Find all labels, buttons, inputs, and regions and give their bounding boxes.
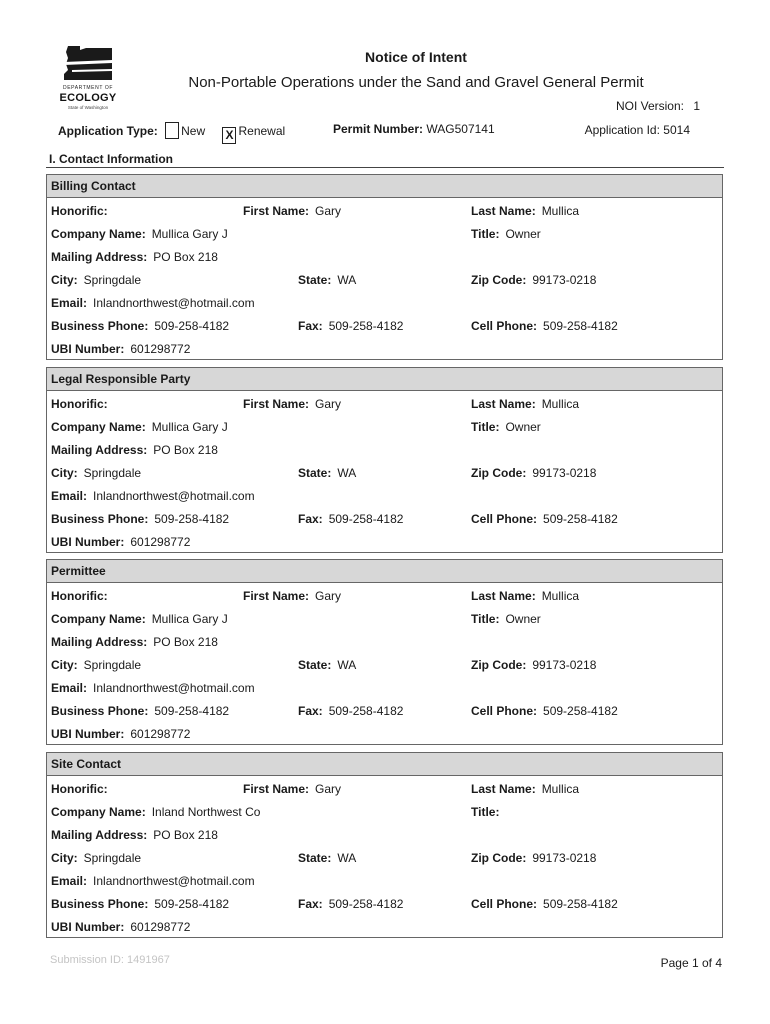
cell-phone-field: [471, 319, 618, 333]
honorific-label: Honorific:: [51, 204, 108, 218]
contact-row: [47, 583, 722, 606]
mailing-address-value: PO Box 218: [153, 250, 218, 264]
business-phone-field: [51, 319, 229, 333]
zip-code-value: 99173-0218: [532, 273, 597, 287]
business-phone-label: Business Phone:: [51, 512, 149, 526]
fax-label: Fax:: [298, 897, 323, 911]
document-title: Notice of Intent: [365, 49, 467, 65]
fax-field: [298, 319, 403, 333]
city-value: Springdale: [83, 273, 142, 287]
ubi-number-value: 601298772: [130, 727, 191, 741]
document-subtitle: Non-Portable Operations under the Sand and Gravel General Permit: [188, 74, 644, 91]
email-label: Email:: [51, 296, 88, 310]
honorific-field: [51, 204, 114, 218]
title-value: Owner: [505, 420, 541, 434]
logo-ecology-text: ECOLOGY: [59, 92, 117, 104]
honorific-label: Honorific:: [51, 589, 108, 603]
last-name-field: [471, 397, 579, 411]
ubi-number-label: UBI Number:: [51, 727, 125, 741]
fax-label: Fax:: [298, 512, 323, 526]
company-name-value: Mullica Gary J: [151, 612, 228, 626]
mailing-address-value: PO Box 218: [153, 828, 218, 842]
last-name-field: [471, 782, 579, 796]
city-value: Springdale: [83, 658, 142, 672]
last-name-field: [471, 589, 579, 603]
fax-value: 509-258-4182: [328, 897, 404, 911]
new-option-label: New: [181, 124, 206, 138]
title-label: Title:: [471, 227, 500, 241]
contact-row: [47, 776, 722, 799]
first-name-value: Gary: [315, 204, 342, 218]
company-name-field: [51, 227, 228, 241]
contact-row: [47, 606, 722, 629]
contact-row: [47, 822, 722, 845]
last-name-value: Mullica: [541, 589, 580, 603]
last-name-label: Last Name:: [471, 204, 536, 218]
zip-code-value: 99173-0218: [532, 658, 597, 672]
business-phone-value: 509-258-4182: [154, 704, 230, 718]
email-label: Email:: [51, 489, 88, 503]
application-id-label: Application Id:: [584, 123, 660, 137]
logo-state-text: State of Washington: [67, 105, 109, 110]
ubi-number-label: UBI Number:: [51, 535, 125, 549]
section-divider: [46, 167, 724, 168]
first-name-field: [243, 204, 341, 218]
title-value: Owner: [505, 612, 541, 626]
contact-row: [47, 629, 722, 652]
city-label: City:: [51, 658, 78, 672]
email-value: Inlandnorthwest@hotmail.com: [93, 296, 255, 310]
contact-row: [47, 198, 722, 221]
city-label: City:: [51, 851, 78, 865]
email-value: Inlandnorthwest@hotmail.com: [93, 874, 255, 888]
cell-phone-label: Cell Phone:: [471, 704, 538, 718]
title-field: [471, 420, 541, 434]
noi-version-value: 1: [693, 99, 700, 113]
mailing-address-label: Mailing Address:: [51, 635, 148, 649]
business-phone-label: Business Phone:: [51, 704, 149, 718]
application-id: [585, 123, 690, 137]
city-field: [51, 273, 141, 287]
contact-block-heading: Site Contact: [47, 753, 722, 776]
last-name-label: Last Name:: [471, 782, 536, 796]
ubi-number-value: 601298772: [130, 535, 191, 549]
contact-row: [47, 267, 722, 290]
renewal-checkbox[interactable]: X: [222, 127, 236, 144]
mailing-address-value: PO Box 218: [153, 443, 218, 457]
mailing-address-field: [51, 635, 218, 649]
contact-row: [47, 336, 722, 359]
page-number: Page 1 of 4: [660, 956, 722, 970]
first-name-value: Gary: [315, 589, 342, 603]
contact-row: [47, 221, 722, 244]
contact-row: [47, 437, 722, 460]
contact-row: [47, 391, 722, 414]
renewal-option-label: Renewal: [238, 124, 286, 138]
ubi-number-value: 601298772: [130, 920, 191, 934]
email-field: [51, 681, 255, 695]
fax-value: 509-258-4182: [328, 512, 404, 526]
first-name-field: [243, 397, 341, 411]
city-field: [51, 466, 141, 480]
noi-version-label: NOI Version:: [615, 99, 684, 113]
cell-phone-value: 509-258-4182: [543, 897, 618, 911]
last-name-value: Mullica: [541, 204, 580, 218]
cell-phone-value: 509-258-4182: [543, 319, 618, 333]
new-checkbox[interactable]: [165, 122, 179, 139]
state-field: [298, 466, 356, 480]
contact-row: [47, 244, 722, 267]
business-phone-field: [51, 704, 229, 718]
company-name-value: Mullica Gary J: [151, 420, 228, 434]
state-label: State:: [298, 273, 332, 287]
contact-block: [46, 367, 723, 553]
business-phone-field: [51, 512, 229, 526]
contact-row: [47, 891, 722, 914]
first-name-label: First Name:: [243, 589, 310, 603]
mailing-address-value: PO Box 218: [153, 635, 218, 649]
honorific-label: Honorific:: [51, 782, 108, 796]
last-name-label: Last Name:: [471, 397, 536, 411]
application-type-label: Application Type:: [58, 124, 158, 138]
state-value: WA: [337, 466, 357, 480]
contact-row: [47, 460, 722, 483]
city-value: Springdale: [83, 466, 142, 480]
permit-number-label: Permit Number:: [333, 122, 424, 136]
state-label: State:: [298, 466, 332, 480]
company-name-value: Inland Northwest Co: [151, 805, 261, 819]
logo-department-text: DEPARTMENT OF: [62, 85, 114, 91]
city-label: City:: [51, 466, 78, 480]
city-label: City:: [51, 273, 78, 287]
fax-field: [298, 512, 403, 526]
company-name-label: Company Name:: [51, 227, 146, 241]
ubi-number-label: UBI Number:: [51, 342, 125, 356]
state-label: State:: [298, 851, 332, 865]
title-label: Title:: [471, 805, 500, 819]
company-name-value: Mullica Gary J: [151, 227, 228, 241]
cell-phone-value: 509-258-4182: [543, 512, 618, 526]
first-name-label: First Name:: [243, 397, 310, 411]
contact-row: [47, 506, 722, 529]
fax-label: Fax:: [298, 704, 323, 718]
cell-phone-field: [471, 704, 618, 718]
contact-row: [47, 721, 722, 744]
city-field: [51, 851, 141, 865]
business-phone-field: [51, 897, 229, 911]
last-name-value: Mullica: [541, 782, 580, 796]
fax-field: [298, 897, 403, 911]
zip-code-field: [471, 273, 596, 287]
email-label: Email:: [51, 874, 88, 888]
last-name-value: Mullica: [541, 397, 580, 411]
ubi-number-label: UBI Number:: [51, 920, 125, 934]
application-type: [58, 122, 285, 144]
contact-row: [47, 652, 722, 675]
honorific-field: [51, 397, 114, 411]
zip-code-field: [471, 466, 596, 480]
state-field: [298, 658, 356, 672]
company-name-label: Company Name:: [51, 612, 146, 626]
business-phone-value: 509-258-4182: [154, 319, 230, 333]
mailing-address-label: Mailing Address:: [51, 443, 148, 457]
honorific-label: Honorific:: [51, 397, 108, 411]
title-field: [471, 612, 541, 626]
business-phone-label: Business Phone:: [51, 897, 149, 911]
zip-code-field: [471, 658, 596, 672]
contact-row: [47, 529, 722, 552]
email-value: Inlandnorthwest@hotmail.com: [93, 489, 255, 503]
cell-phone-label: Cell Phone:: [471, 897, 538, 911]
company-name-field: [51, 612, 228, 626]
zip-code-value: 99173-0218: [532, 851, 597, 865]
zip-code-label: Zip Code:: [471, 466, 527, 480]
ubi-number-value: 601298772: [130, 342, 191, 356]
contact-row: [47, 845, 722, 868]
contact-row: [47, 290, 722, 313]
mailing-address-field: [51, 250, 218, 264]
state-value: WA: [337, 658, 357, 672]
email-field: [51, 874, 255, 888]
contact-block-heading: Billing Contact: [47, 175, 722, 198]
business-phone-value: 509-258-4182: [154, 512, 230, 526]
title-field: [471, 805, 505, 819]
business-phone-value: 509-258-4182: [154, 897, 230, 911]
submission-id: Submission ID: 1491967: [50, 954, 170, 966]
title-value: Owner: [505, 227, 541, 241]
ubi-number-field: [51, 535, 190, 549]
title-label: Title:: [471, 420, 500, 434]
ubi-number-field: [51, 342, 190, 356]
cell-phone-field: [471, 897, 618, 911]
contact-row: [47, 483, 722, 506]
zip-code-label: Zip Code:: [471, 273, 527, 287]
mailing-address-field: [51, 443, 218, 457]
section-title: I. Contact Information: [49, 152, 173, 166]
email-label: Email:: [51, 681, 88, 695]
fax-value: 509-258-4182: [328, 704, 404, 718]
ubi-number-field: [51, 920, 190, 934]
contact-block: [46, 174, 723, 360]
mailing-address-label: Mailing Address:: [51, 250, 148, 264]
honorific-field: [51, 782, 114, 796]
city-field: [51, 658, 141, 672]
state-value: WA: [337, 851, 357, 865]
mailing-address-field: [51, 828, 218, 842]
ubi-number-field: [51, 727, 190, 741]
last-name-field: [471, 204, 579, 218]
contact-row: [47, 914, 722, 937]
honorific-field: [51, 589, 114, 603]
mailing-address-label: Mailing Address:: [51, 828, 148, 842]
contact-block: [46, 752, 723, 938]
last-name-label: Last Name:: [471, 589, 536, 603]
company-name-field: [51, 420, 228, 434]
cell-phone-value: 509-258-4182: [543, 704, 618, 718]
company-name-label: Company Name:: [51, 805, 146, 819]
title-field: [471, 227, 541, 241]
zip-code-field: [471, 851, 596, 865]
state-label: State:: [298, 658, 332, 672]
contact-row: [47, 414, 722, 437]
contact-block-heading: Legal Responsible Party: [47, 368, 722, 391]
cell-phone-label: Cell Phone:: [471, 512, 538, 526]
email-field: [51, 489, 255, 503]
contact-row: [47, 799, 722, 822]
zip-code-label: Zip Code:: [471, 658, 527, 672]
contact-block: [46, 559, 723, 745]
application-id-value: 5014: [663, 123, 690, 137]
fax-value: 509-258-4182: [328, 319, 404, 333]
contact-row: [47, 868, 722, 891]
fax-label: Fax:: [298, 319, 323, 333]
first-name-value: Gary: [315, 782, 342, 796]
city-value: Springdale: [83, 851, 142, 865]
permit-number: [333, 122, 495, 136]
email-field: [51, 296, 255, 310]
company-name-field: [51, 805, 260, 819]
business-phone-label: Business Phone:: [51, 319, 149, 333]
state-value: WA: [337, 273, 357, 287]
company-name-label: Company Name:: [51, 420, 146, 434]
fax-field: [298, 704, 403, 718]
state-field: [298, 851, 356, 865]
email-value: Inlandnorthwest@hotmail.com: [93, 681, 255, 695]
state-field: [298, 273, 356, 287]
zip-code-label: Zip Code:: [471, 851, 527, 865]
title-label: Title:: [471, 612, 500, 626]
contact-row: [47, 313, 722, 336]
contact-row: [47, 675, 722, 698]
first-name-value: Gary: [315, 397, 342, 411]
contact-block-heading: Permittee: [47, 560, 722, 583]
permit-number-value: WAG507141: [426, 122, 495, 136]
first-name-field: [243, 589, 341, 603]
contact-row: [47, 698, 722, 721]
first-name-label: First Name:: [243, 782, 310, 796]
cell-phone-label: Cell Phone:: [471, 319, 538, 333]
cell-phone-field: [471, 512, 618, 526]
first-name-field: [243, 782, 341, 796]
noi-version: [616, 99, 700, 113]
first-name-label: First Name:: [243, 204, 310, 218]
zip-code-value: 99173-0218: [532, 466, 597, 480]
